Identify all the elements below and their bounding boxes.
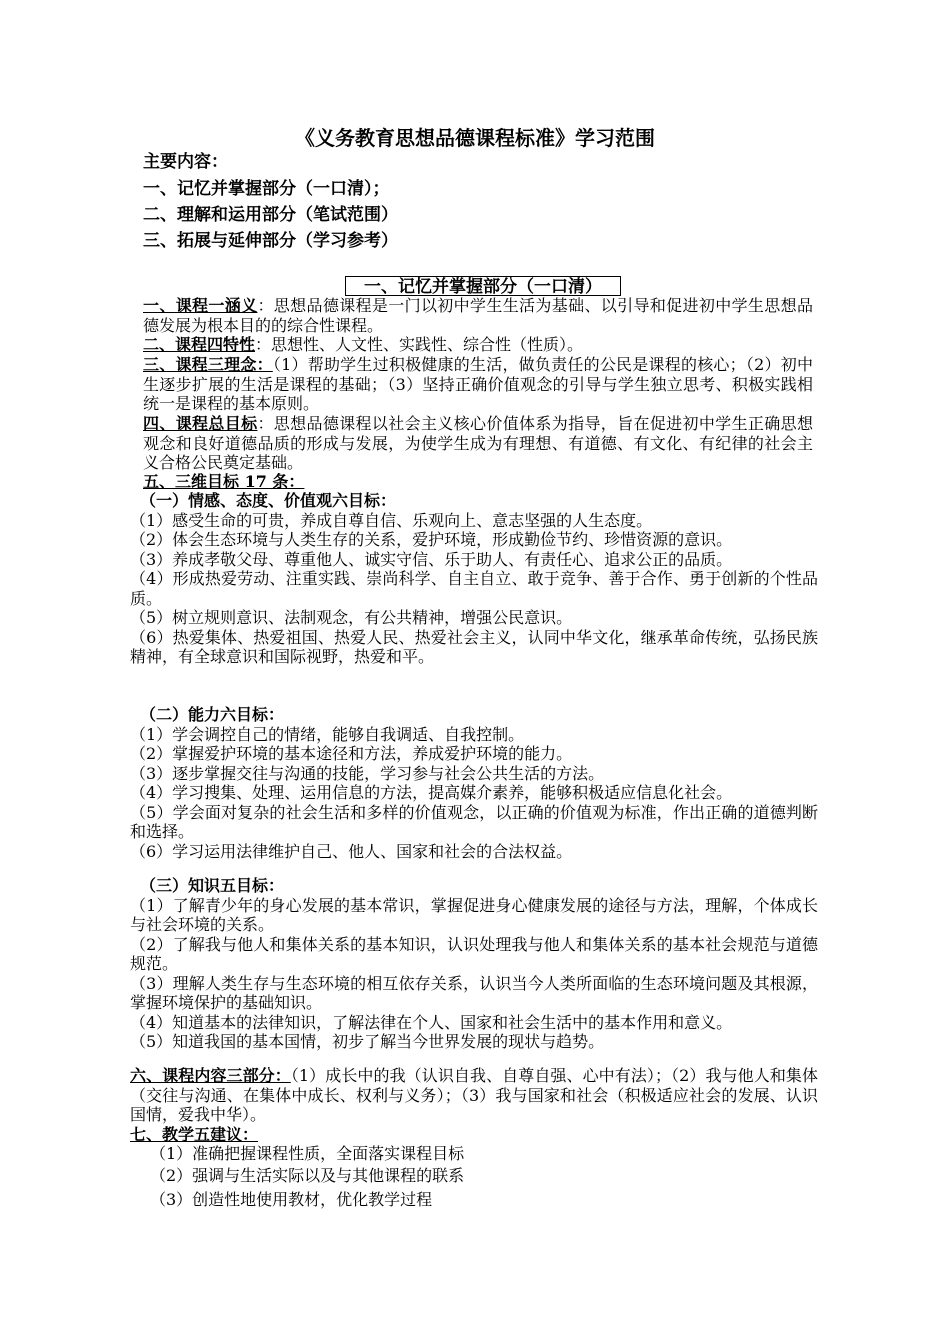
paragraph-text: ：思想性、人文性、实践性、综合性（性质）。 xyxy=(255,335,584,354)
document-title: 《义务教育思想品德课程标准》学习范围 xyxy=(295,126,655,150)
goal-item: （1）学会调控自己的情绪，能够自我调适、自我控制。 xyxy=(130,724,525,744)
goal-group-heading: （一）情感、态度、价值观六目标： xyxy=(140,491,397,510)
goal-item: （2）体会生态环境与人类生存的关系，爱护环境，形成勤俭节约、珍惜资源的意识。 xyxy=(130,530,733,549)
paragraph-label: 三、课程三理念： xyxy=(143,355,273,374)
paragraph-text: ：思想品德课程是一门以初中学生生活为基础、以引导和促进初中学生思想品德发展为根本目的的综合性课程。 xyxy=(143,296,813,335)
paragraph-label: 五、三维目标 17 条： xyxy=(143,472,305,491)
goal-item: （5）树立规则意识、法制观念，有公共精神，增强公民意识。 xyxy=(130,608,573,627)
goal-group-knowledge xyxy=(130,876,818,1052)
goal-item: （6）热爱集体、热爱祖国、热爱人民、热爱社会主义，认同中华文化，继承革命传统，弘扬民族精神，有全球意识和国际视野，热爱和平。 xyxy=(130,627,818,666)
paragraph-text: （1）成长中的我（认识自我、自尊自强、心中有法）；（2）我与他人和集体（交往与沟通、在集体中成长、权利与义务）；（3）我与国家和社会（积极适应社会的发展、认识国情，爱我中华）。 xyxy=(130,1066,818,1124)
goal-item: （3）理解人类生存与生态环境的相互依存关系，认识当今人类所面临的生态环境问题及其根源，掌握环境保护的基础知识。 xyxy=(130,973,818,1012)
goal-item: （3）逐步掌握交往与沟通的技能，学习参与社会公共生活的方法。 xyxy=(130,763,605,783)
goal-item: （4）学习搜集、处理、运用信息的方法，提高媒介素养，能够积极适应信息化社会。 xyxy=(130,783,733,802)
goal-item: （2）了解我与他人和集体关系的基本知识，认识处理我与他人和集体关系的基本社会规范与道德规范。 xyxy=(130,934,818,973)
paragraph-text: ：思想品德课程以社会主义核心价值体系为指导，旨在促进初中学生正确思想观念和良好道德品质的形成与发展，为使学生成为有理想、有道德、有文化、有纪律的社会主义合格公民奠定基础。 xyxy=(143,414,813,472)
paragraph-course-concepts xyxy=(143,355,813,414)
paragraph-course-content xyxy=(130,1066,818,1125)
goal-item: （6）学习运用法律维护自己、他人、国家和社会的合法权益。 xyxy=(130,841,573,861)
paragraph-course-features xyxy=(143,335,813,355)
suggestion-item: （1）准确把握课程性质，全面落实课程目标 xyxy=(150,1144,465,1163)
goal-item: （4）形成热爱劳动、注重实践、崇尚科学、自主自立、敢于竞争、善于合作、勇于创新的个性品质。 xyxy=(130,569,818,608)
goal-group-heading: （二）能力六目标： xyxy=(140,705,285,724)
intro-heading: 主要内容： xyxy=(143,152,228,172)
paragraph-label: 一、课程一涵义 xyxy=(143,296,258,315)
paragraph-course-meaning xyxy=(143,296,813,335)
goal-group-emotion xyxy=(130,491,818,667)
paragraph-label: 七、教学五建议： xyxy=(130,1125,259,1144)
suggestion-item: （3）创造性地使用教材，优化教学过程 xyxy=(150,1190,433,1209)
goal-group-heading: （三）知识五目标： xyxy=(140,876,285,895)
intro-item: 三、拓展与延伸部分（学习参考） xyxy=(143,231,398,251)
goal-item: （1）感受生命的可贵，养成自尊自信、乐观向上、意志坚强的人生态度。 xyxy=(130,510,653,530)
goal-item: （3）养成孝敬父母、尊重他人、诚实守信、乐于助人、有责任心、追求公正的品质。 xyxy=(130,549,733,569)
paragraph-text: （1）帮助学生过积极健康的生活，做负责任的公民是课程的核心；（2）初中生逐步扩展的生活是课程的基础；（3）坚持正确价值观念的引导与学生独立思考、积极实践相统一是课程的基本原则。 xyxy=(143,355,813,413)
paragraph-teaching-suggestions xyxy=(130,1125,818,1145)
paragraph-label: 二、课程四特性 xyxy=(143,335,256,354)
paragraph-three-dimensions xyxy=(143,472,813,492)
paragraph-label: 六、课程内容三部分： xyxy=(130,1066,291,1085)
goal-item: （5）学会面对复杂的社会生活和多样的价值观念，以正确的价值观为标准，作出正确的道德判断和选择。 xyxy=(130,802,818,841)
paragraph-overall-goal xyxy=(143,414,813,473)
intro-item: 一、记忆并掌握部分（一口清）； xyxy=(143,179,390,199)
goal-item: （4）知道基本的法律知识，了解法律在个人、国家和社会生活中的基本作用和意义。 xyxy=(130,1012,733,1032)
goal-group-ability xyxy=(130,705,818,861)
paragraph-label: 四、课程总目标 xyxy=(143,414,258,433)
goal-item: （1）了解青少年的身心发展的基本常识，掌握促进身心健康发展的途径与方法，理解，个体成长与社会环境的关系。 xyxy=(130,895,818,934)
suggestion-item: （2）强调与生活实际以及与其他课程的联系 xyxy=(150,1166,465,1185)
goal-item: （2）掌握爱护环境的基本途径和方法，养成爱护环境的能力。 xyxy=(130,744,573,763)
intro-item: 二、理解和运用部分（笔试范围） xyxy=(143,205,398,225)
goal-item: （5）知道我国的基本国情，初步了解当今世界发展的现状与趋势。 xyxy=(130,1032,605,1051)
section-heading-box: 一、记忆并掌握部分（一口清） xyxy=(345,276,621,296)
